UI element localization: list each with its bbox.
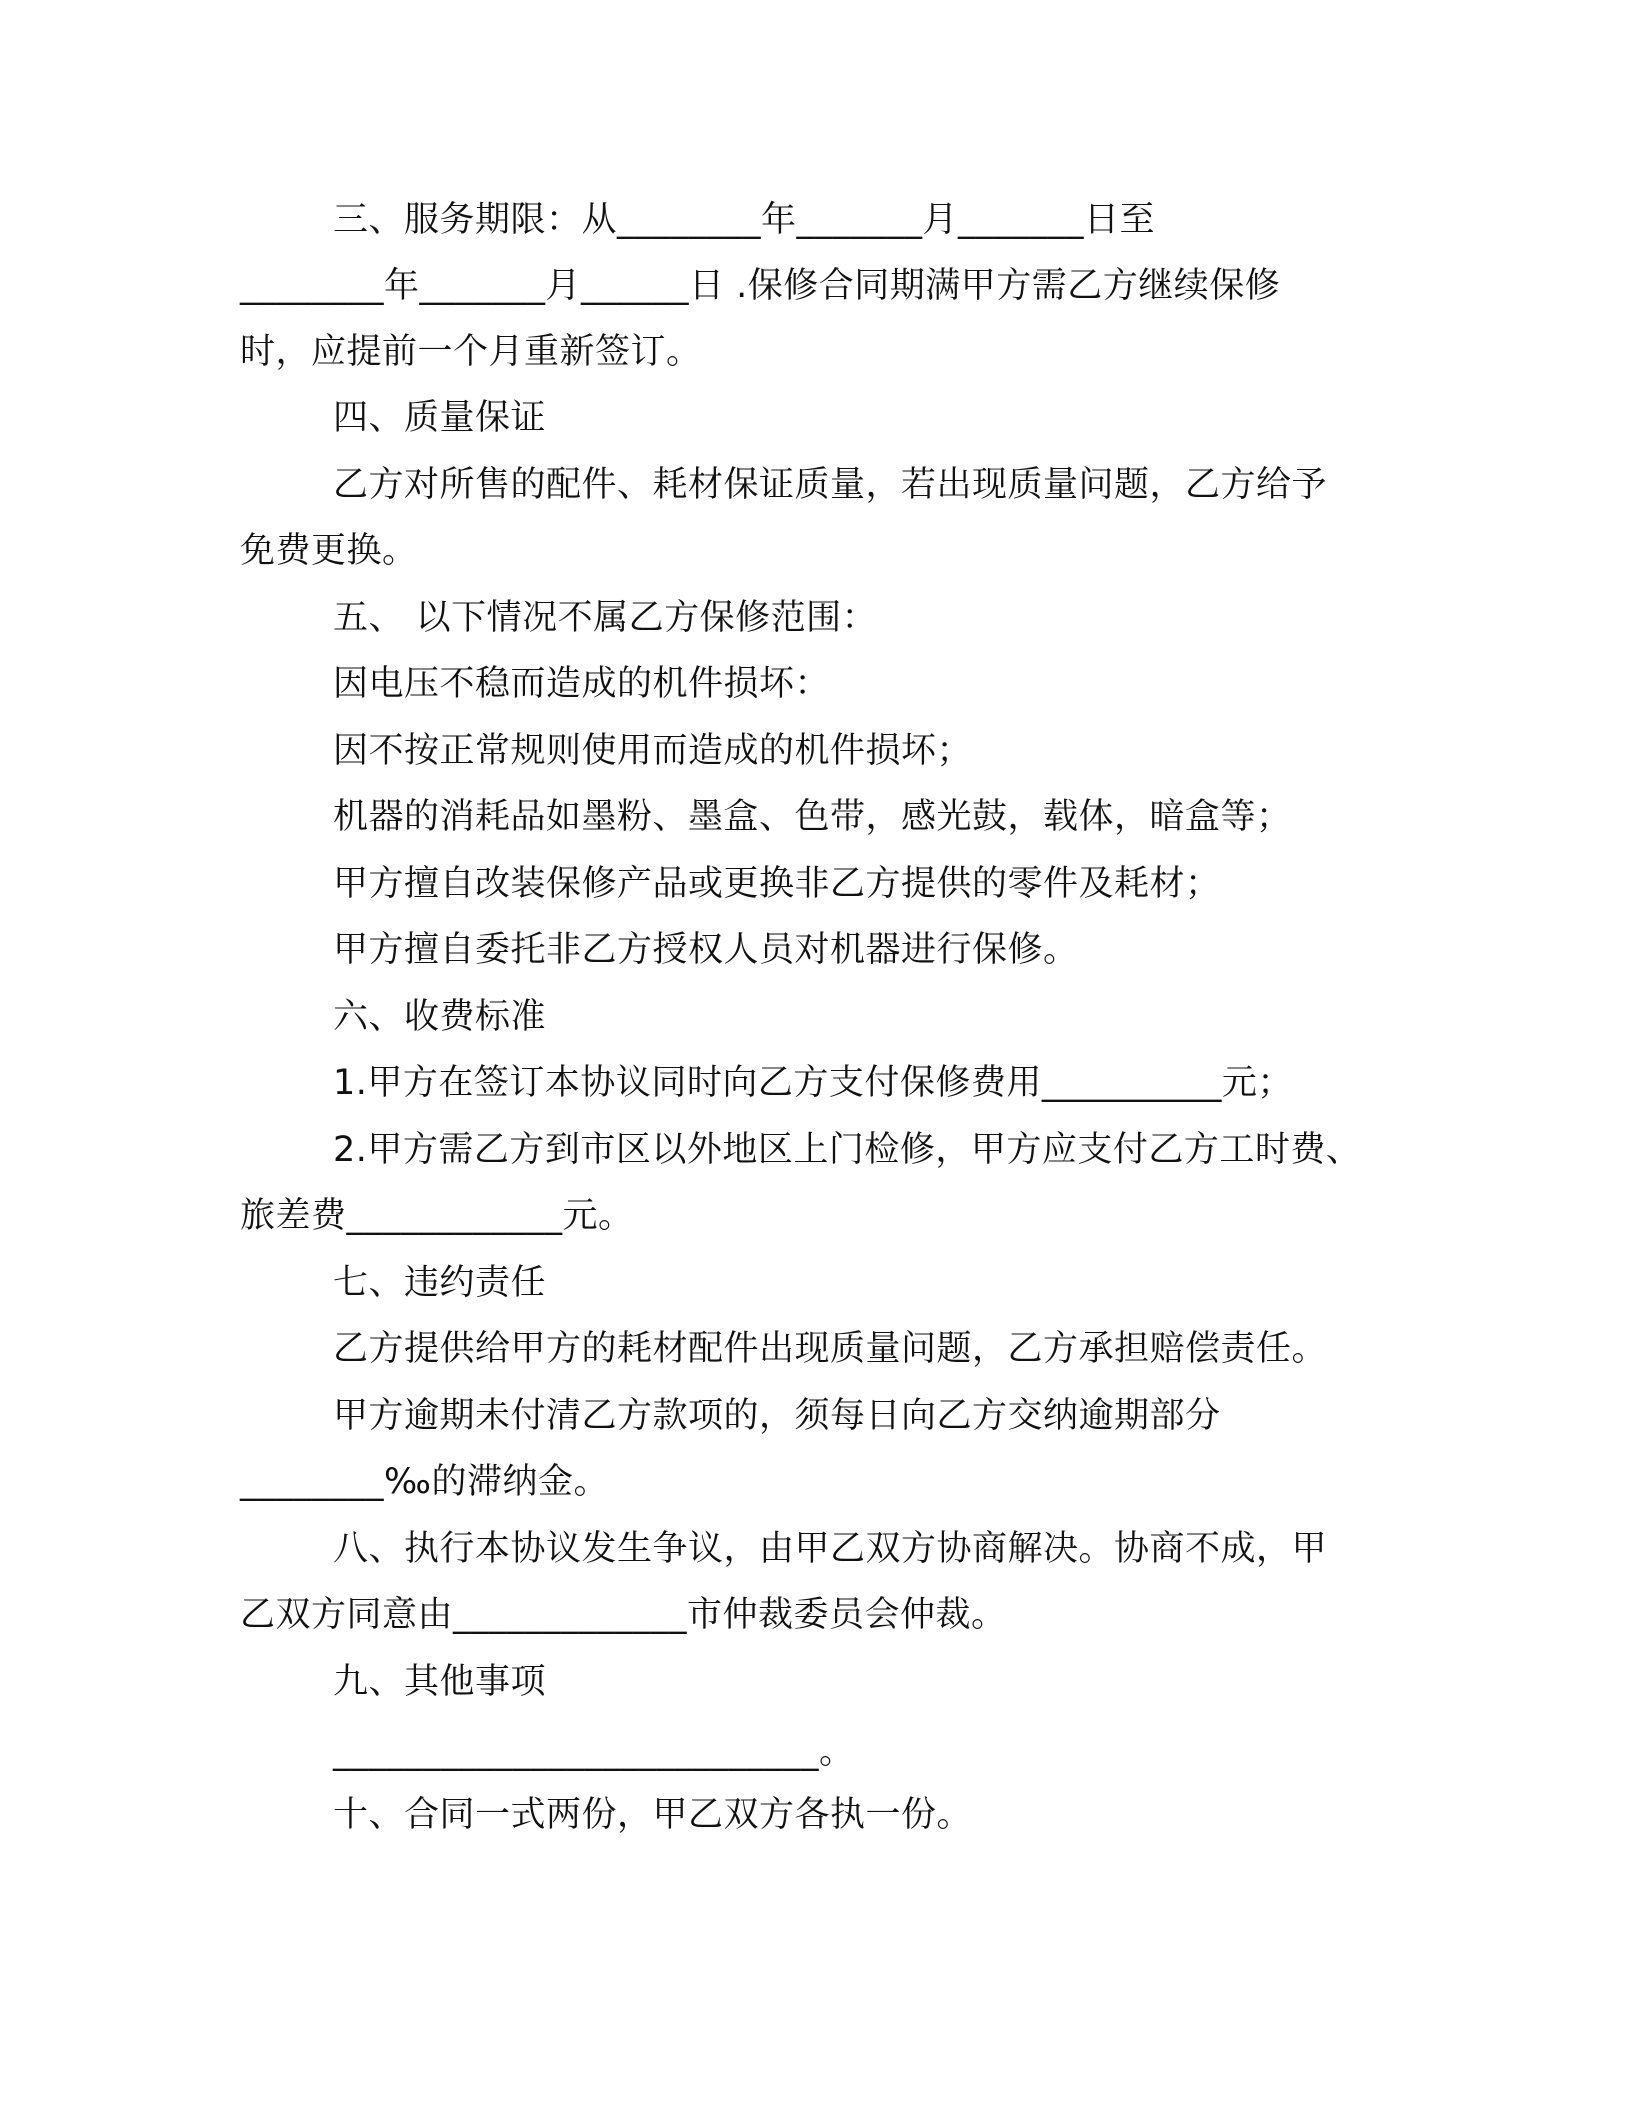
clause-6-item-1: 1.甲方在签订本协议同时向乙方支付保修费用__________元； xyxy=(333,1063,1293,1103)
clause-3-service-period-line-2: ________年_______月______日 .保修合同期满甲方需乙方继续保修 xyxy=(240,266,1281,306)
clause-4-heading: 四、质量保证 xyxy=(333,398,547,438)
clause-5-item-2: 因不按正常规则使用而造成的机件损坏； xyxy=(333,731,973,771)
clause-9-heading: 九、其他事项 xyxy=(333,1662,547,1702)
clause-4-text-line-2: 免费更换。 xyxy=(240,531,418,571)
clause-3-service-period-line-3: 时，应提前一个月重新签订。 xyxy=(240,332,702,372)
clause-9-blank-line: ___________________________。 xyxy=(333,1732,855,1772)
clause-7-heading: 七、违约责任 xyxy=(333,1263,547,1303)
clause-5-item-5: 甲方擅自委托非乙方授权人员对机器进行保修。 xyxy=(333,930,1079,970)
clause-6-item-2-line-2: 旅差费____________元。 xyxy=(240,1196,634,1236)
clause-8-text-line-2: 乙双方同意由_____________市仲裁委员会仲裁。 xyxy=(240,1595,1007,1635)
clause-8-text-line-1: 八、执行本协议发生争议，由甲乙双方协商解决。协商不成，甲 xyxy=(333,1529,1328,1569)
clause-10-text: 十、合同一式两份，甲乙双方各执一份。 xyxy=(333,1795,973,1835)
clause-7-item-2-line-1: 甲方逾期未付清乙方款项的，须每日向乙方交纳逾期部分 xyxy=(333,1396,1221,1436)
clause-6-heading: 六、收费标准 xyxy=(333,997,547,1037)
clause-6-item-2-line-1: 2.甲方需乙方到市区以外地区上门检修，甲方应支付乙方工时费、 xyxy=(333,1130,1362,1170)
clause-5-item-4: 甲方擅自改装保修产品或更换非乙方提供的零件及耗材； xyxy=(333,864,1221,904)
clause-7-item-1: 乙方提供给甲方的耗材配件出现质量问题，乙方承担赔偿责任。 xyxy=(333,1329,1328,1369)
clause-4-text-line-1: 乙方对所售的配件、耗材保证质量，若出现质量问题，乙方给予 xyxy=(333,465,1328,505)
clause-5-item-3: 机器的消耗品如墨粉、墨盒、色带，感光鼓，载体，暗盒等； xyxy=(333,797,1292,837)
clause-7-item-2-line-2: ________‰的滞纳金。 xyxy=(240,1462,609,1502)
clause-5-item-1: 因电压不稳而造成的机件损坏： xyxy=(333,664,831,704)
clause-3-service-period-line-1: 三、服务期限：从________年_______月_______日至 xyxy=(333,200,1156,240)
clause-5-heading: 五、 以下情况不属乙方保修范围： xyxy=(333,598,878,638)
